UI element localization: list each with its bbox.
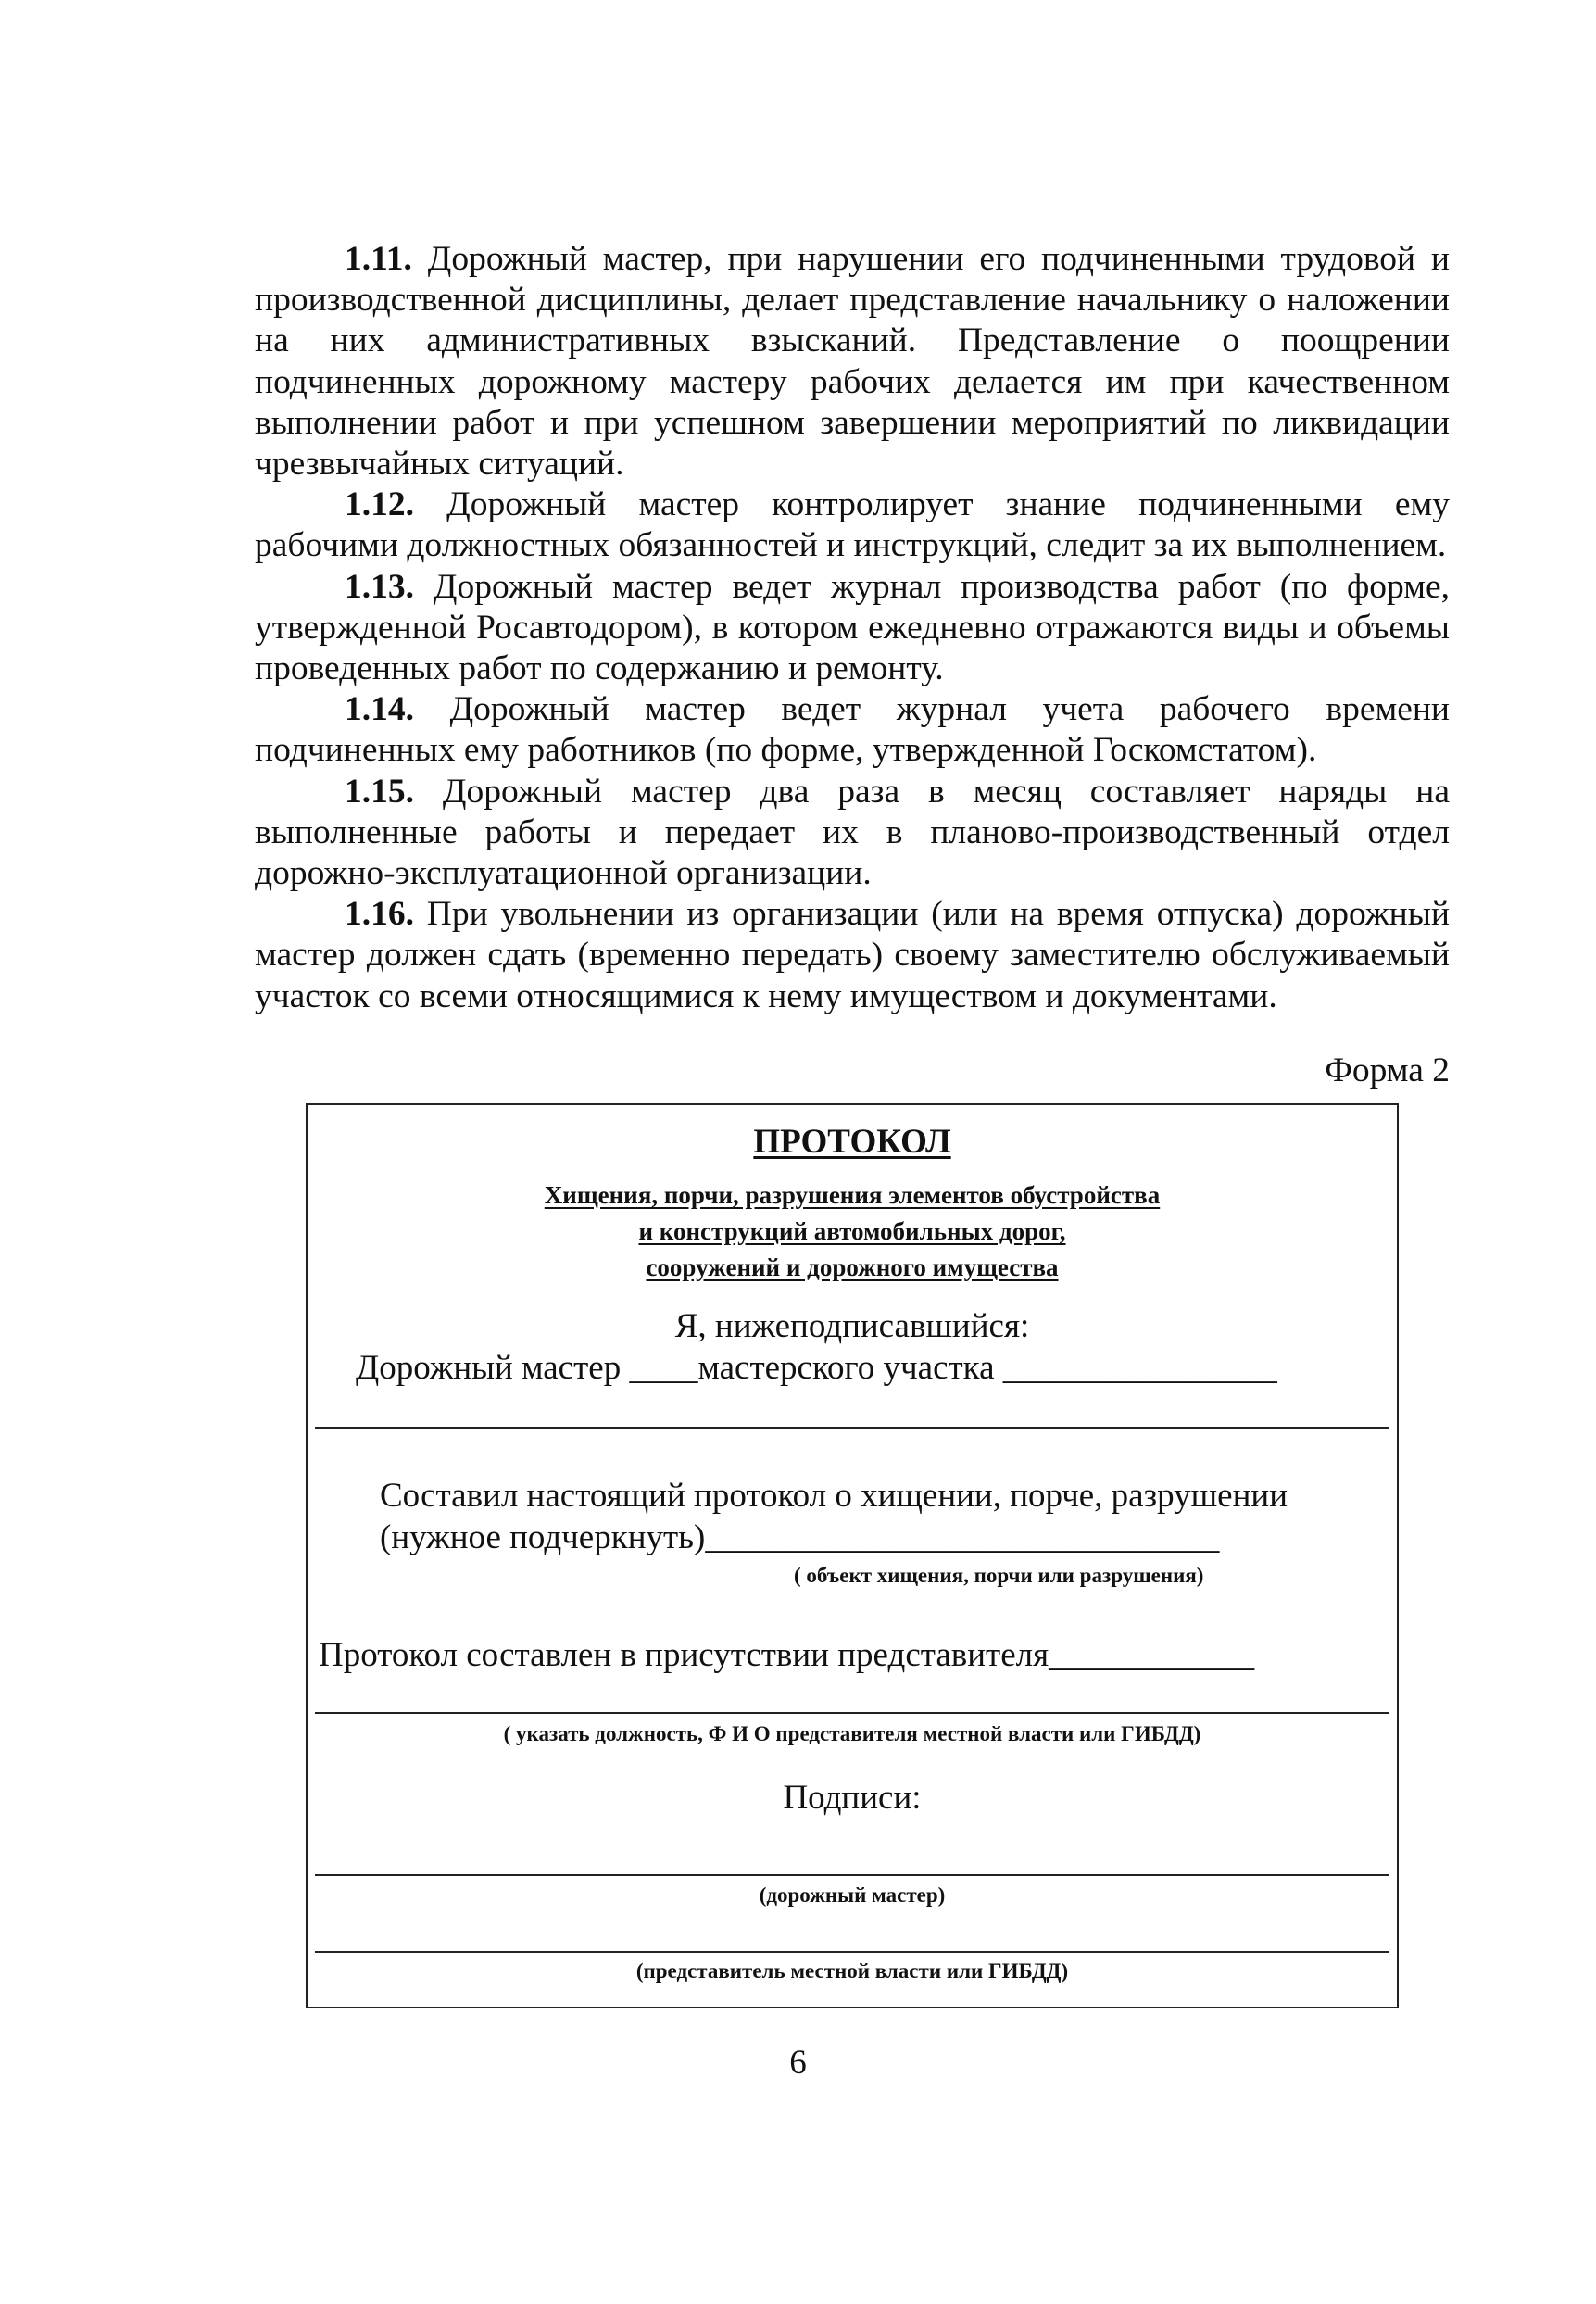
master-signature-caption: (дорожный мастер)	[759, 1883, 946, 1907]
representative-signature-line	[315, 1712, 1389, 1714]
paragraph-number: 1.13.	[345, 567, 414, 606]
protocol-subtitle	[308, 1177, 1397, 1286]
master-field[interactable]: Дорожный мастер ____мастерского участка ________________	[356, 1349, 1277, 1387]
paragraph-number: 1.14.	[345, 690, 414, 729]
undersigned-line: Я, нижеподписавшийся:	[674, 1307, 1030, 1345]
object-hint: ( объект хищения, порчи или разрушения)	[794, 1564, 1204, 1587]
subtitle-line	[308, 1250, 1397, 1286]
rep-signature-line	[315, 1951, 1389, 1953]
subtitle-line-text: Хищения, порчи, разрушения элементов обустройства	[544, 1181, 1161, 1209]
subtitle-line	[308, 1177, 1397, 1214]
object-field[interactable]: (нужное подчеркнуть)______________________________	[380, 1518, 1220, 1556]
separator-line	[315, 1427, 1389, 1429]
protocol-title	[308, 1122, 1397, 1162]
form-label: Форма 2	[1325, 1051, 1450, 1089]
paragraph-number: 1.11.	[345, 240, 412, 278]
paragraph-1-15	[255, 772, 1450, 895]
master-signature-line	[315, 1874, 1389, 1876]
paragraph-number: 1.15.	[345, 772, 414, 811]
instructions-text	[255, 239, 1450, 1017]
subtitle-line-text: и конструкций автомобильных дорог,	[638, 1217, 1066, 1245]
paragraph-text: Дорожный мастер, при нарушении его подчиненными трудовой и производственной дисциплины, делает представление начальнику о наложении на них административных взысканий. Представление о поощрении подчиненных дорожному мастеру рабочих делается им при качественном выполнении работ и при успешном завершении мероприятий по ликвидации чрезвычайных ситуаций.	[255, 240, 1450, 484]
paragraph-1-14	[255, 689, 1450, 771]
paragraph-text: Дорожный мастер контролирует знание подчиненными ему рабочими должностных обязанностей и инструкций, следит за их выполнением.	[255, 485, 1450, 565]
paragraph-1-11	[255, 239, 1450, 485]
compiled-line: Составил настоящий протокол о хищении, порче, разрушении	[380, 1477, 1288, 1515]
signatures-label: Подписи:	[783, 1779, 922, 1817]
paragraph-text: Дорожный мастер ведет журнал учета рабочего времени подчиненных ему работников (по форме, утвержденной Госкомстатом).	[255, 690, 1450, 770]
subtitle-line-text: сооружений и дорожного имущества	[646, 1253, 1059, 1281]
representative-hint: ( указать должность, Ф И О представителя местной власти или ГИБДД)	[503, 1722, 1201, 1745]
page-number: 6	[789, 2044, 807, 2082]
rep-signature-caption: (представитель местной власти или ГИБДД)	[635, 1959, 1069, 1983]
protocol-form	[306, 1103, 1399, 2008]
paragraph-1-16	[255, 894, 1450, 1017]
paragraph-number: 1.16.	[345, 895, 414, 934]
paragraph-1-12	[255, 485, 1450, 566]
paragraph-text: Дорожный мастер два раза в месяц составляет наряды на выполненные работы и передает их в планово-производственный отдел дорожно-эксплуатационной организации.	[255, 772, 1450, 893]
subtitle-line	[308, 1214, 1397, 1250]
paragraph-1-13	[255, 567, 1450, 690]
representative-field[interactable]: Протокол составлен в присутствии представителя____________	[319, 1636, 1255, 1674]
paragraph-number: 1.12.	[345, 485, 414, 524]
paragraph-text: Дорожный мастер ведет журнал производства работ (по форме, утвержденной Росавтодором), в котором ежедневно отражаются виды и объемы проведенных работ по содержанию и ремонту.	[255, 567, 1450, 688]
paragraph-text: При увольнении из организации (или на время отпуска) дорожный мастер должен сдать (временно передать) своему заместителю обслуживаемый участок со всеми относящимися к нему имуществом и документами.	[255, 895, 1450, 1015]
protocol-title-text: ПРОТОКОЛ	[753, 1123, 951, 1161]
